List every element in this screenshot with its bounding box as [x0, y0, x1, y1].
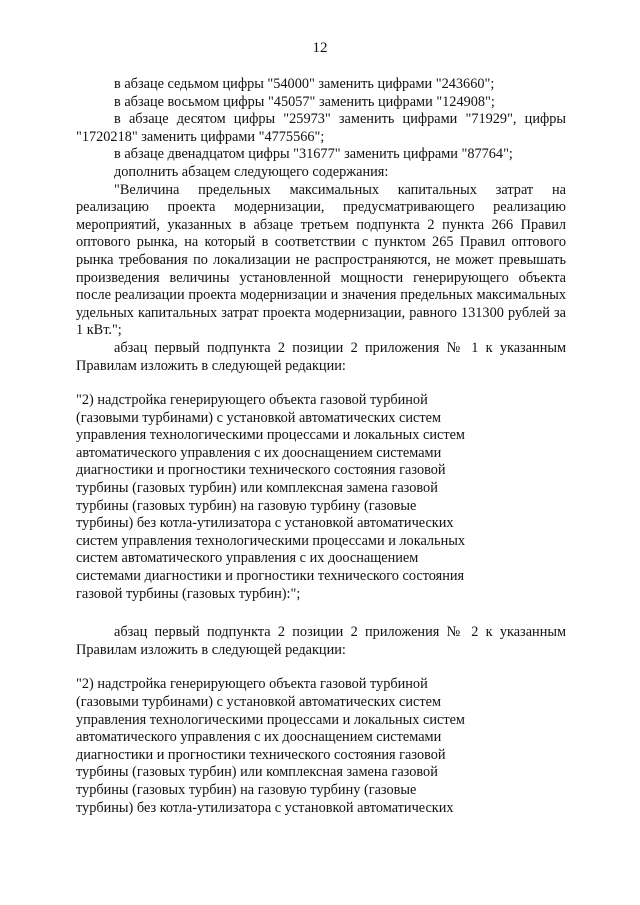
quote-line: управления технологическими процессами и локальных систем — [76, 711, 465, 728]
paragraph-seventh: в абзаце седьмом цифры "54000" заменить цифрами "243660"; — [114, 76, 495, 92]
paragraph-capex-limit: "Величина предельных максимальных капитальных затрат на реализацию проекта модернизации, предусматривающего реализацию мероприятий, указанных в абзаце третьем подпункта 2 пункта 266 Правил оптового рынка, на который в соответствии с пунктом 265 Правил оптового рынка требования по локализации не распространяются, не может превышать произведения величины установленной мощности генерирующего объекта после реализации проекта модернизации и значения предельных максимальных удельных капитальных затрат проекта модернизации, равного 131300 рублей за 1 кВт."; — [76, 181, 566, 339]
page-number: 12 — [312, 40, 328, 56]
spacer — [76, 659, 566, 676]
quote-line: системами диагностики и прогностики технического состояния — [76, 568, 465, 585]
quote-line: "2) надстройка генерирующего объекта газовой турбиной — [76, 676, 428, 693]
spacer — [76, 375, 566, 392]
document-body — [76, 76, 566, 817]
quote-line: турбины (газовых турбин) или комплексная замена газовой — [76, 764, 438, 781]
paragraph-twelfth: в абзаце двенадцатом цифры "31677" заменить цифрами "87764"; — [114, 146, 513, 163]
quote-line: (газовыми турбинами) с установкой автоматических систем — [76, 694, 441, 710]
paragraph-tenth: в абзаце десятом цифры "25973" заменить цифрами "71929", цифры "1720218" заменить цифрами "4775566"; — [76, 111, 566, 145]
quote-line: автоматического управления с их дооснащением системами — [76, 729, 442, 746]
paragraph-eighth: в абзаце восьмом цифры "45057" заменить цифрами "124908"; — [114, 93, 495, 110]
quote-line: турбины) без котла-утилизатора с установкой автоматических — [76, 799, 454, 816]
quote-line: "2) надстройка генерирующего объекта газовой турбиной — [76, 392, 428, 409]
quote-line: турбины) без котла-утилизатора с установкой автоматических — [76, 515, 454, 532]
quote-line: турбины (газовых турбин) на газовую турбину (газовые — [76, 781, 417, 798]
quote-line: автоматического управления с их дооснащением системами — [76, 444, 442, 461]
paragraph-annex2: абзац первый подпункта 2 позиции 2 приложения № 2 к указанным Правилам изложить в следующей редакции: — [76, 624, 566, 658]
paragraph-annex1: абзац первый подпункта 2 позиции 2 приложения № 1 к указанным Правилам изложить в следующей редакции: — [76, 339, 566, 374]
quote-line: (газовыми турбинами) с установкой автоматических систем — [76, 409, 441, 426]
paragraph-supplement: дополнить абзацем следующего содержания: — [114, 163, 389, 180]
spacer — [76, 603, 566, 624]
quote-line: систем автоматического управления с их дооснащением — [76, 550, 419, 567]
quote-line: диагностики и прогностики технического состояния газовой — [76, 462, 446, 479]
quote-annex2 — [76, 676, 566, 817]
quote-line: систем управления технологическими процессами и локальных — [76, 532, 465, 549]
quote-line: газовой турбины (газовых турбин):"; — [76, 585, 301, 602]
quote-line: диагностики и прогностики технического состояния газовой — [76, 746, 446, 763]
quote-line: управления технологическими процессами и локальных систем — [76, 427, 465, 444]
quote-annex1 — [76, 392, 566, 603]
quote-line: турбины (газовых турбин) на газовую турбину (газовые — [76, 497, 417, 514]
quote-line: турбины (газовых турбин) или комплексная замена газовой — [76, 480, 438, 497]
